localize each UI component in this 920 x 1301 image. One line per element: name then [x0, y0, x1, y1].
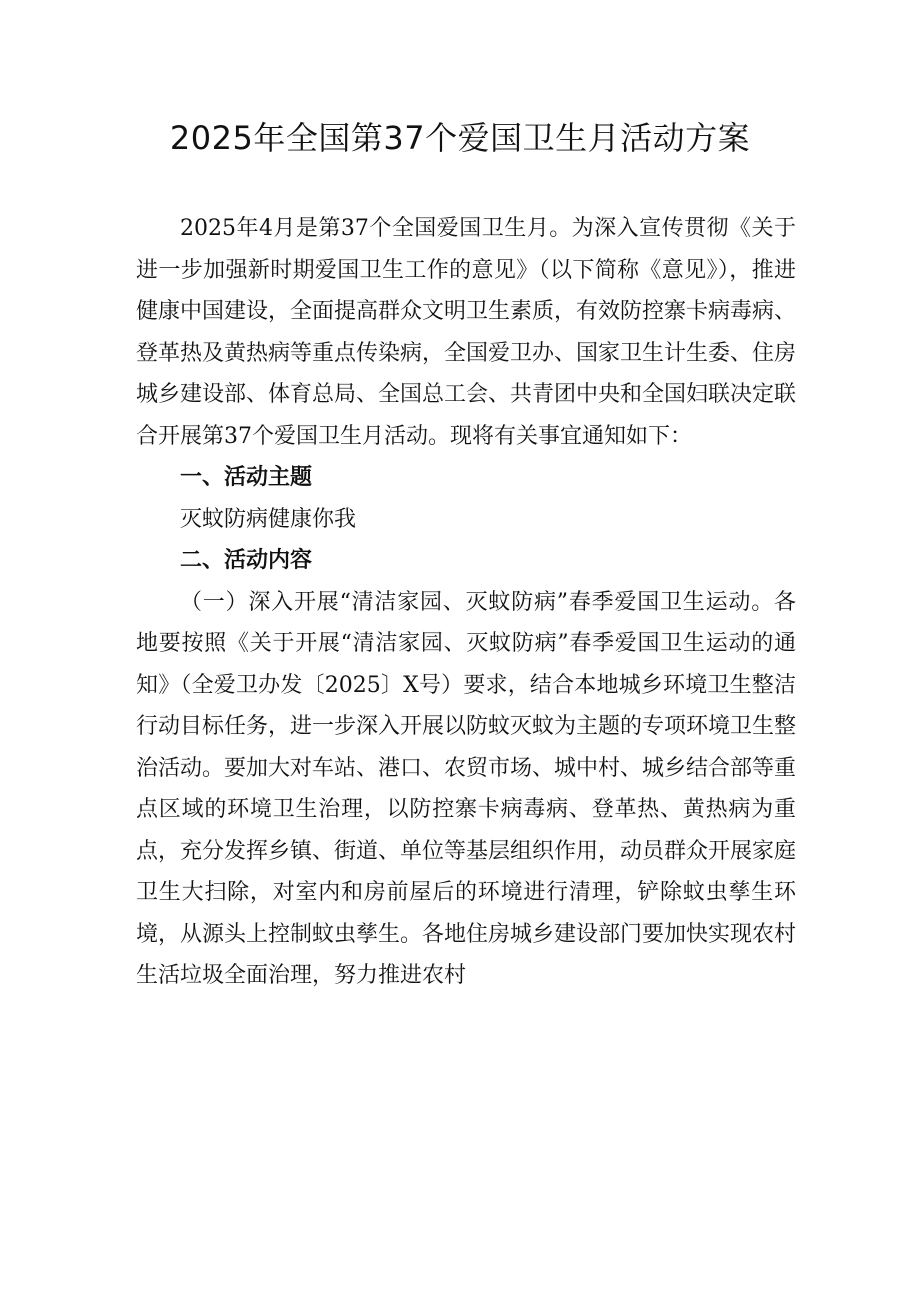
section-heading-content: 二、活动内容: [180, 547, 313, 573]
content-paragraph-1: （一）深入开展“清洁家园、灭蚊防病”春季爱国卫生运动。各地要按照《关于开展“清洁家园、灭蚊防病”春季爱国卫生运动的通知》（全爱卫办发〔2025〕X号）要求，结合本地城乡环境卫生整洁行动目标任务，进一步深入开展以防蚊灭蚊为主题的专项环境卫生整治活动。要加大对车站、港口、农贸市场、城中村、城乡结合部等重点区域的环境卫生治理，以防控寨卡病毒病、登革热、黄热病为重点，充分发挥乡镇、街道、单位等基层组织作用，动员群众开展家庭卫生大扫除，对室内和房前屋后的环境进行清理，铲除蚊虫孳生环境，从源头上控制蚊虫孳生。各地住房城乡建设部门要加快实现农村生活垃圾全面治理，努力推进农村: [136, 589, 797, 988]
section-heading-theme: 一、活动主题: [180, 464, 313, 490]
document-title: 2025年全国第37个爱国卫生月活动方案: [169, 119, 751, 157]
activity-theme-text: 灭蚊防病健康你我: [180, 506, 357, 532]
document-body: [136, 208, 796, 997]
intro-paragraph: 2025年4月是第37个全国爱国卫生月。为深入宣传贯彻《关于进一步加强新时期爱国卫生工作的意见》（以下简称《意见》），推进健康中国建设，全面提高群众文明卫生素质，有效防控寨卡病毒病、登革热及黄热病等重点传染病，全国爱卫办、国家卫生计生委、住房城乡建设部、体育总局、全国总工会、共青团中央和全国妇联决定联合开展第37个爱国卫生月活动。现将有关事宜通知如下：: [136, 216, 797, 449]
